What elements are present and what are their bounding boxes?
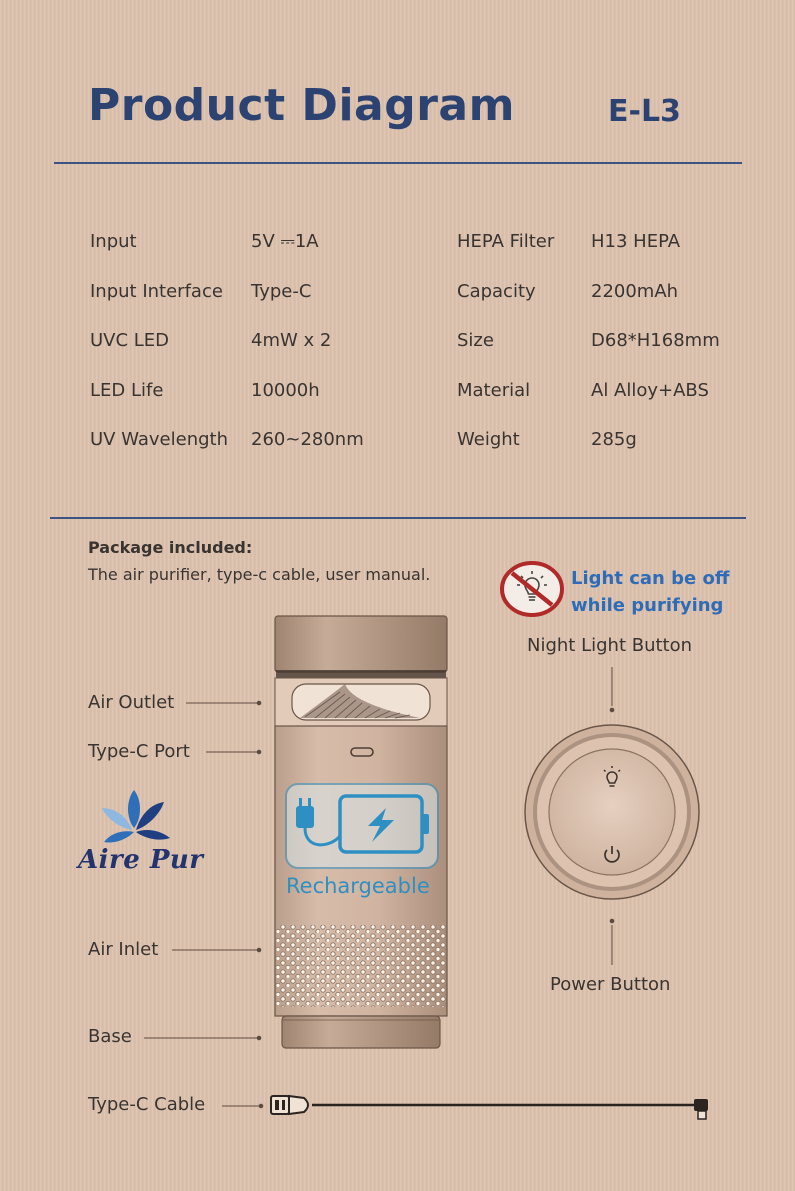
spec-label: HEPA Filter xyxy=(457,231,555,252)
spec-value: 4mW x 2 xyxy=(251,330,332,351)
rechargeable-label: Rechargeable xyxy=(286,874,430,898)
callout-type-c-cable: Type-C Cable xyxy=(88,1094,206,1115)
flower-logo-icon xyxy=(96,788,180,848)
rechargeable-badge xyxy=(286,784,438,868)
callout-night-light-button: Night Light Button xyxy=(527,635,693,656)
top-cap xyxy=(275,616,447,672)
callout-base: Base xyxy=(88,1026,132,1047)
spec-label: LED Life xyxy=(90,380,164,401)
spec-label: Size xyxy=(457,330,494,351)
brand-logo: Aire Pur xyxy=(78,845,204,875)
section-divider xyxy=(50,517,746,519)
spec-value: 2200mAh xyxy=(591,281,679,302)
page-title: Product Diagram xyxy=(88,80,515,131)
note-line: Light can be off xyxy=(571,568,730,589)
spec-label: Input Interface xyxy=(90,281,223,302)
top-view-illustration xyxy=(525,725,699,899)
spec-value: 285g xyxy=(591,429,637,450)
spec-label: Input xyxy=(90,231,137,252)
spec-label: UVC LED xyxy=(90,330,170,351)
spec-value: H13 HEPA xyxy=(591,231,681,252)
type-c-cable-illustration xyxy=(271,1096,708,1119)
spec-label: Material xyxy=(457,380,531,401)
usb-plug-icon xyxy=(271,1096,289,1114)
air-inlet-holes xyxy=(276,925,446,1007)
callout-type-c-port: Type-C Port xyxy=(88,741,190,762)
spec-value: 10000h xyxy=(251,380,320,401)
package-contents: The air purifier, type-c cable, user manual. xyxy=(88,565,431,584)
base xyxy=(282,1016,440,1048)
spec-label: Capacity xyxy=(457,281,536,302)
spec-value: 260~280nm xyxy=(251,429,364,450)
spec-value: D68*H168mm xyxy=(591,330,720,351)
spec-value: Type-C xyxy=(251,281,312,302)
spec-label: UV Wavelength xyxy=(90,429,228,450)
header-divider xyxy=(54,162,742,164)
callout-air-outlet: Air Outlet xyxy=(88,692,175,713)
note-line: while purifying xyxy=(571,595,724,616)
spec-value: Al Alloy+ABS xyxy=(591,380,709,401)
callout-air-inlet: Air Inlet xyxy=(88,939,159,960)
spec-label: Weight xyxy=(457,429,520,450)
package-title: Package included: xyxy=(88,538,253,557)
model-number: E-L3 xyxy=(608,94,681,129)
callout-power-button: Power Button xyxy=(550,974,671,995)
spec-value: 5V ⎓1A xyxy=(251,231,319,252)
